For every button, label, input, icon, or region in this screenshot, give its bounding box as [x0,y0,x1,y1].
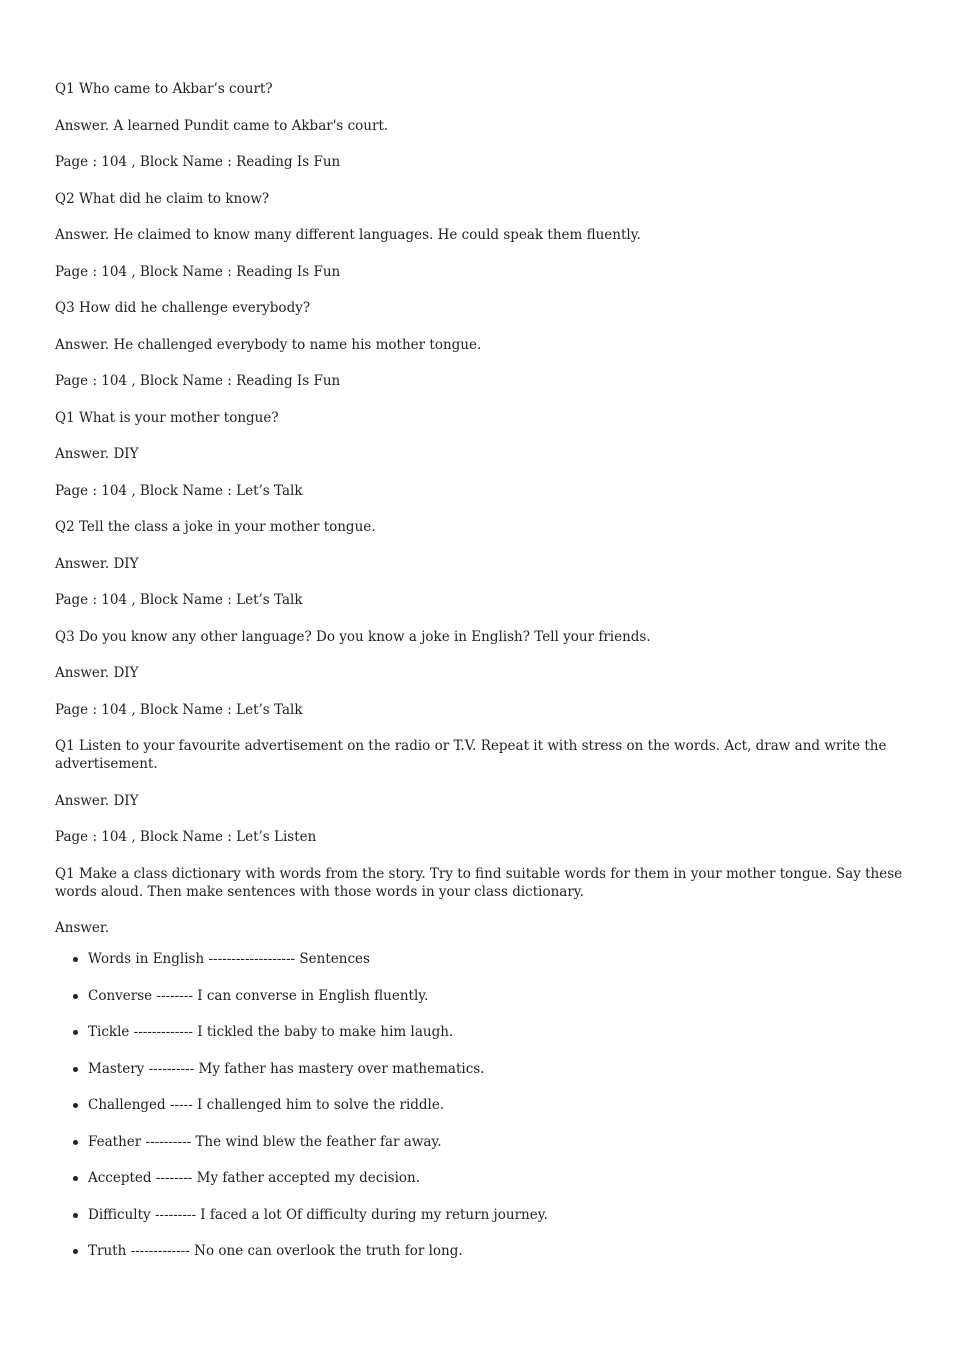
page-reference: Page : 104 , Block Name : Reading Is Fun [55,263,341,280]
list-item: Feather ---------- The wind blew the feather far away. [88,1133,905,1151]
list-item: Tickle ------------- I tickled the baby to make him laugh. [88,1023,905,1041]
answer-text: Answer. He challenged everybody to name his mother tongue. [55,336,482,353]
document-page [55,80,905,1279]
list-item: Words in English ------------------- Sentences [88,950,905,968]
page-reference: Page : 104 , Block Name : Reading Is Fun [55,154,341,170]
page-reference: Page : 104 , Block Name : Let’s Talk [55,592,303,608]
question-text: Q3 Do you know any other language? Do you know a joke in English? Tell your friends. [55,628,651,645]
question-text: Q2 What did he claim to know? [55,190,270,207]
list-item: Truth ------------- No one can overlook the truth for long. [88,1242,905,1260]
answer-text: Answer. A learned Pundit came to Akbar's court. [55,117,389,134]
question-text: Q1 What is your mother tongue? [55,409,279,426]
page-reference: Page : 104 , Block Name : Let’s Talk [55,482,303,499]
question-text: Q1 Who came to Akbar’s court? [55,81,273,97]
list-item: Difficulty --------- I faced a lot Of difficulty during my return journey. [88,1206,905,1224]
answer-text: Answer. DIY [55,665,139,681]
list-item: Accepted -------- My father accepted my decision. [88,1169,905,1187]
page-reference: Page : 104 , Block Name : Reading Is Fun [55,373,341,389]
list-item: Converse -------- I can converse in English fluently. [88,987,905,1005]
answer-text: Answer. DIY [55,792,139,809]
page-reference: Page : 104 , Block Name : Let’s Talk [55,701,303,718]
question-text: Q1 Listen to your favourite advertisement on the radio or T.V. Repeat it with stress on the words. Act, draw and write the advertisement. [55,738,887,772]
answer-label: Answer. [55,920,110,936]
answer-text: Answer. DIY [55,555,139,572]
answer-text: Answer. DIY [55,446,139,462]
question-text: Q2 Tell the class a joke in your mother tongue. [55,519,376,535]
question-text: Q3 How did he challenge everybody? [55,300,311,316]
page-reference: Page : 104 , Block Name : Let’s Listen [55,829,317,845]
word-sentence-list [55,950,905,1260]
question-text: Q1 Make a class dictionary with words from the story. Try to find suitable words for them in your mother tongue. Say these words aloud. Then make sentences with those words in your class dictionary. [55,865,903,900]
list-item: Mastery ---------- My father has mastery over mathematics. [88,1060,905,1078]
answer-text: Answer. He claimed to know many different languages. He could speak them fluently. [55,227,641,243]
list-item: Challenged ----- I challenged him to solve the riddle. [88,1096,905,1114]
